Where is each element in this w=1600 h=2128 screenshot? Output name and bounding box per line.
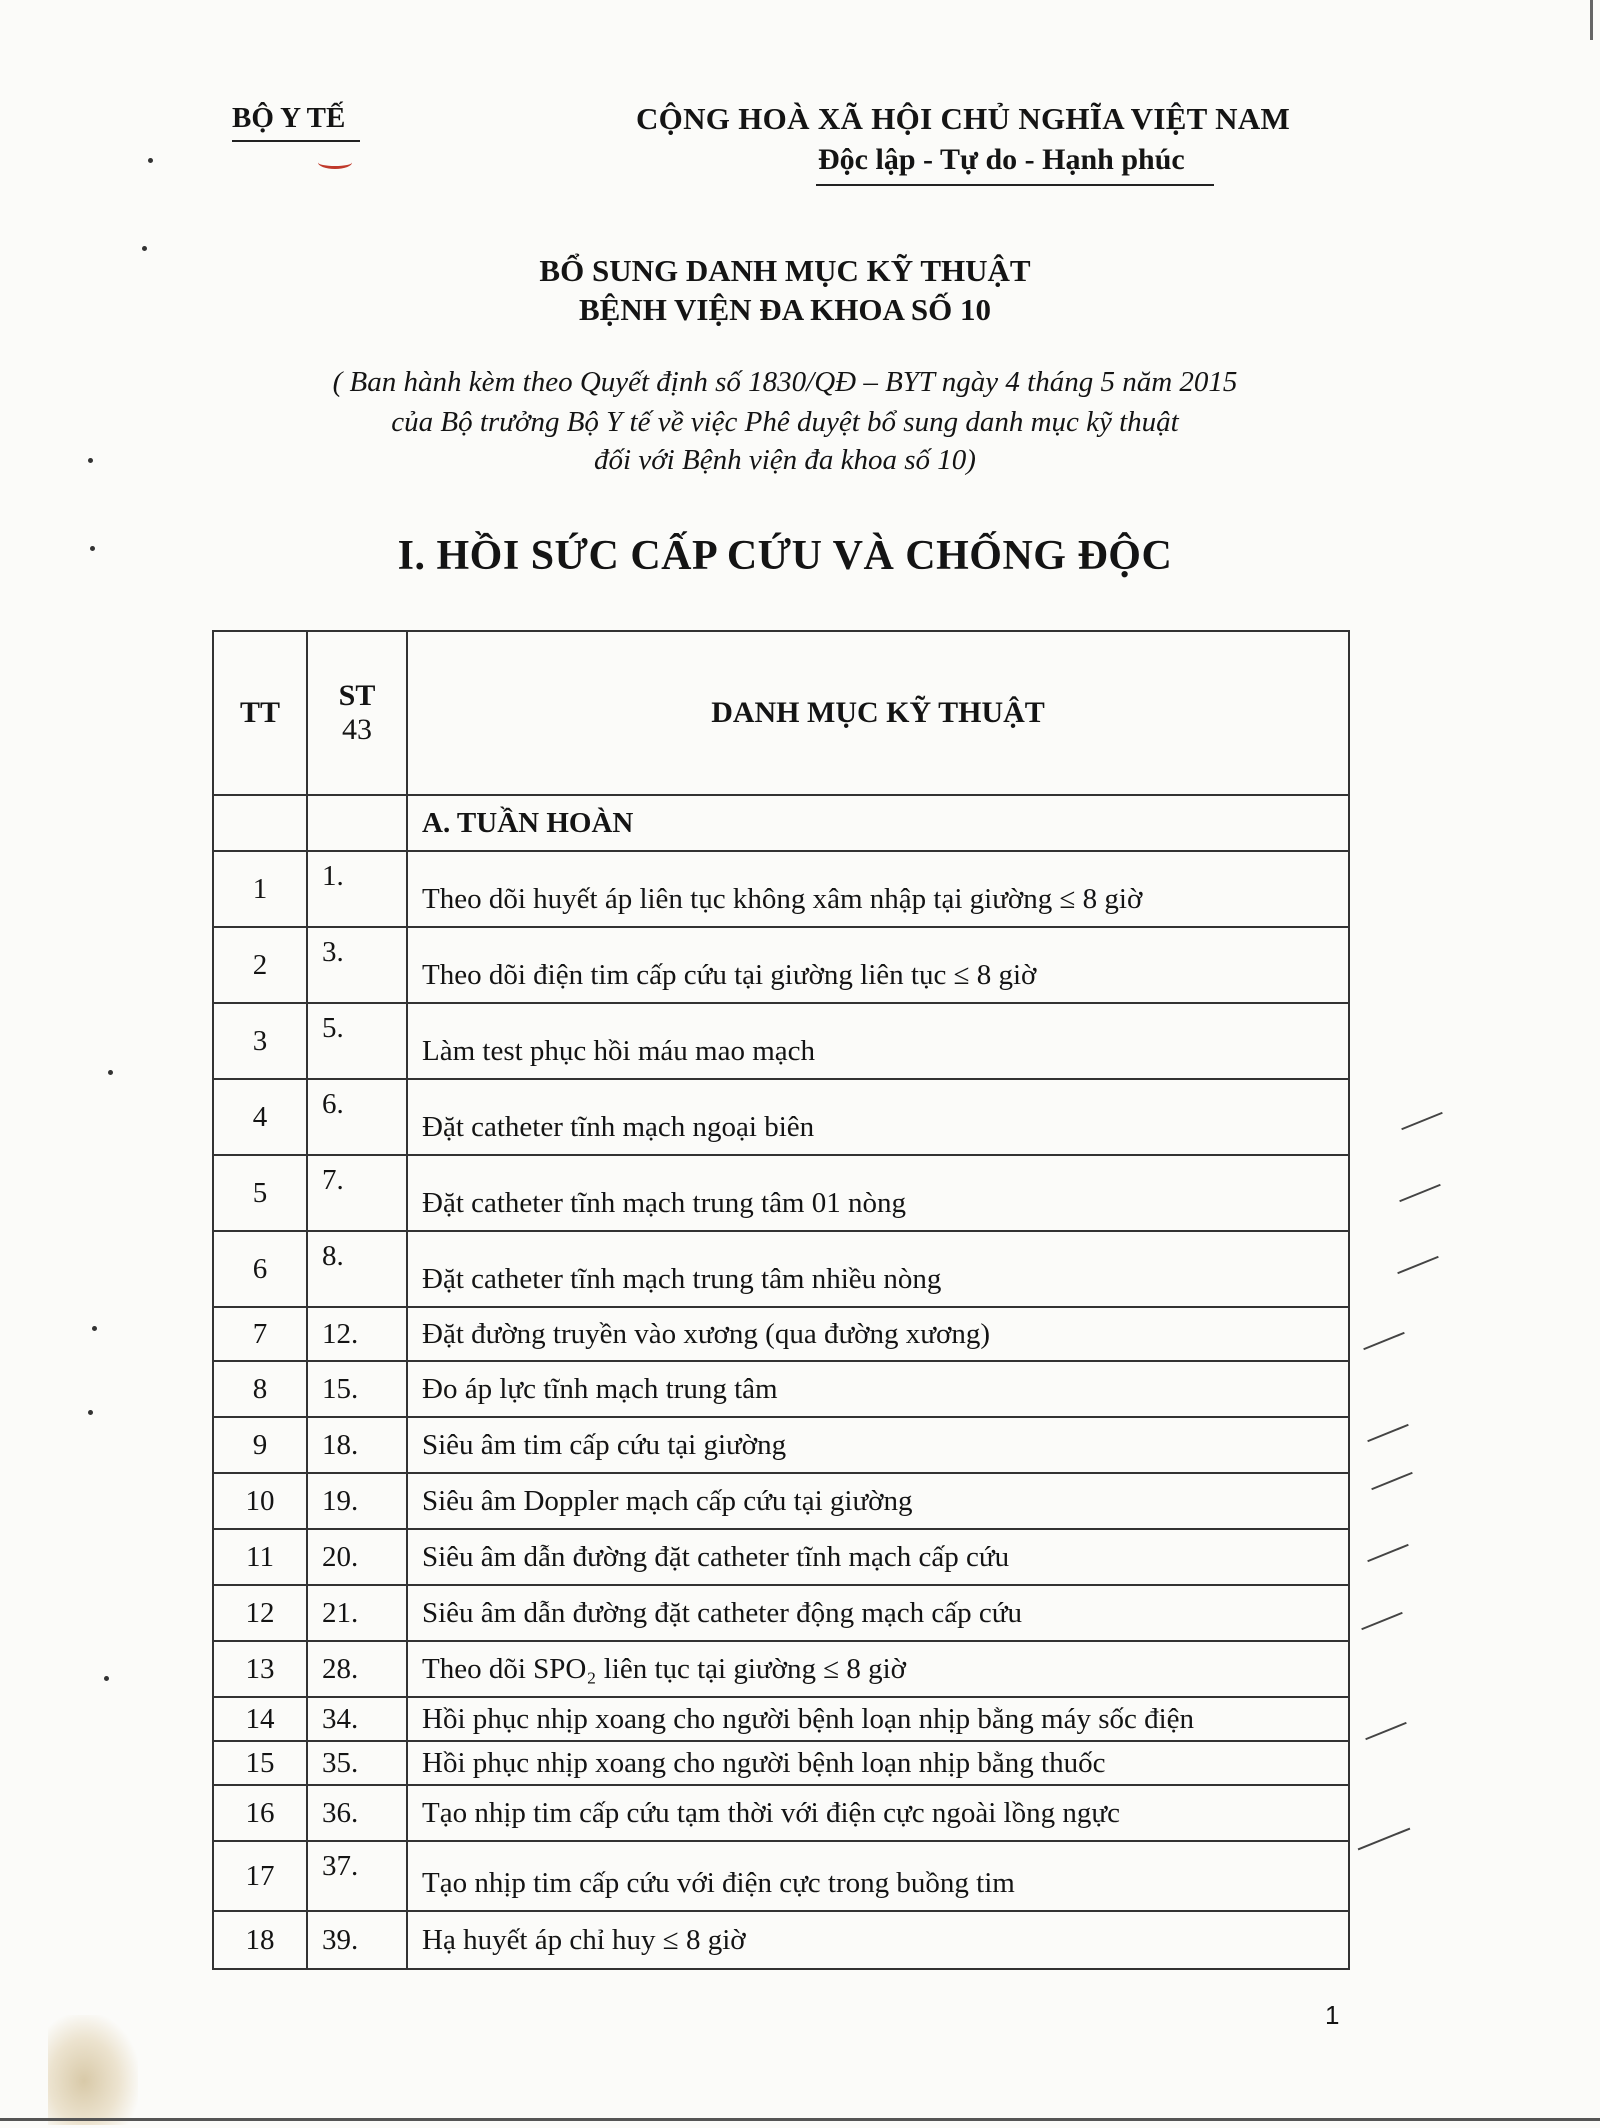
row-technique-name: Theo dõi huyết áp liên tục không xâm nhập tại giường ≤ 8 giờ (407, 851, 1349, 927)
header-st-line2: 43 (342, 713, 372, 746)
row-tt-cell: 17 (213, 1841, 307, 1911)
row-st-cell: 8. (307, 1231, 407, 1307)
row-st-cell: 7. (307, 1155, 407, 1231)
row-tt-cell: 4 (213, 1079, 307, 1155)
row-tt-cell: 12 (213, 1585, 307, 1641)
red-pen-mark (318, 156, 352, 169)
table-row (213, 1417, 1349, 1473)
table-row (213, 1361, 1349, 1417)
document-title-line1: BỔ SUNG DANH MỤC KỸ THUẬT (539, 253, 1031, 288)
row-st-cell: 20. (307, 1529, 407, 1585)
row-tt-cell: 3 (213, 1003, 307, 1079)
national-motto: Độc lập - Tự do - Hạnh phúc (818, 143, 1185, 176)
scan-speck (108, 1070, 113, 1075)
row-technique-name: Theo dõi điện tim cấp cứu tại giường liên tục ≤ 8 giờ (407, 927, 1349, 1003)
row-technique-name: Làm test phục hồi máu mao mạch (407, 1003, 1349, 1079)
margin-tick-mark (1365, 1722, 1407, 1740)
group-st-cell (307, 795, 407, 851)
row-st-cell: 19. (307, 1473, 407, 1529)
scan-speck (142, 246, 147, 251)
group-label: A. TUẦN HOÀN (407, 795, 1349, 851)
row-st-cell: 28. (307, 1641, 407, 1697)
row-st-cell: 6. (307, 1079, 407, 1155)
row-tt-cell: 6 (213, 1231, 307, 1307)
table-row (213, 1585, 1349, 1641)
row-technique-name: Đặt catheter tĩnh mạch trung tâm nhiều nòng (407, 1231, 1349, 1307)
header-st-line1: ST (338, 679, 376, 712)
row-technique-name: Hồi phục nhịp xoang cho người bệnh loạn nhịp bằng thuốc (407, 1741, 1349, 1785)
technique-table (212, 630, 1350, 1970)
row-tt-cell: 10 (213, 1473, 307, 1529)
table-header-row (213, 631, 1349, 795)
table-row (213, 1741, 1349, 1785)
row-tt-cell: 9 (213, 1417, 307, 1473)
row-technique-name: Siêu âm dẫn đường đặt catheter động mạch cấp cứu (407, 1585, 1349, 1641)
row-technique-name: Theo dõi SPO₂ liên tục tại giường ≤ 8 giờ (407, 1641, 1349, 1697)
row-technique-name: Tạo nhịp tim cấp cứu tạm thời với điện cực ngoài lồng ngực (407, 1785, 1349, 1841)
scan-stain (48, 2015, 138, 2125)
section-title: I. HỒI SỨC CẤP CỨU VÀ CHỐNG ĐỘC (397, 533, 1173, 579)
row-technique-name: Siêu âm tim cấp cứu tại giường (407, 1417, 1349, 1473)
row-st-cell: 34. (307, 1697, 407, 1741)
header-technique-name: DANH MỤC KỸ THUẬT (407, 631, 1349, 795)
subtitle-line3: đối với Bệnh viện đa khoa số 10) (594, 444, 976, 476)
table-row (213, 851, 1349, 927)
table-row (213, 927, 1349, 1003)
row-st-cell: 1. (307, 851, 407, 927)
row-tt-cell: 11 (213, 1529, 307, 1585)
table-row (213, 1697, 1349, 1741)
table-row (213, 1785, 1349, 1841)
row-technique-name: Hồi phục nhịp xoang cho người bệnh loạn nhịp bằng máy sốc điện (407, 1697, 1349, 1741)
margin-tick-mark (1363, 1332, 1405, 1350)
table-row (213, 1529, 1349, 1585)
header-tt: TT (213, 631, 307, 795)
row-tt-cell: 8 (213, 1361, 307, 1417)
row-technique-name: Tạo nhịp tim cấp cứu với điện cực trong buồng tim (407, 1841, 1349, 1911)
row-tt-cell: 15 (213, 1741, 307, 1785)
scan-speck (88, 1410, 93, 1415)
scan-speck (90, 546, 95, 551)
row-technique-name: Đặt catheter tĩnh mạch ngoại biên (407, 1079, 1349, 1155)
margin-tick-mark (1367, 1424, 1409, 1442)
row-st-cell: 5. (307, 1003, 407, 1079)
row-tt-cell: 2 (213, 927, 307, 1003)
margin-tick-mark (1399, 1184, 1441, 1202)
group-row (213, 795, 1349, 851)
row-technique-name: Siêu âm Doppler mạch cấp cứu tại giường (407, 1473, 1349, 1529)
scan-speck (88, 458, 93, 463)
row-technique-name: Đặt catheter tĩnh mạch trung tâm 01 nòng (407, 1155, 1349, 1231)
table-row (213, 1911, 1349, 1969)
row-st-cell: 37. (307, 1841, 407, 1911)
table-row (213, 1231, 1349, 1307)
header-st (307, 631, 407, 795)
scan-right-edge (1590, 0, 1593, 40)
row-st-cell: 39. (307, 1911, 407, 1969)
row-st-cell: 12. (307, 1307, 407, 1361)
scan-speck (92, 1326, 97, 1331)
table-row (213, 1307, 1349, 1361)
scan-speck (148, 158, 153, 163)
subtitle-line2: của Bộ trưởng Bộ Y tế về việc Phê duyệt bổ sung danh mục kỹ thuật (391, 406, 1179, 438)
table-row (213, 1003, 1349, 1079)
row-tt-cell: 7 (213, 1307, 307, 1361)
table-row (213, 1079, 1349, 1155)
group-tt-cell (213, 795, 307, 851)
page-number: 1 (1325, 2000, 1340, 2030)
row-tt-cell: 1 (213, 851, 307, 927)
row-tt-cell: 18 (213, 1911, 307, 1969)
row-technique-name: Hạ huyết áp chỉ huy ≤ 8 giờ (407, 1911, 1349, 1969)
table-row (213, 1473, 1349, 1529)
row-tt-cell: 5 (213, 1155, 307, 1231)
margin-tick-mark (1397, 1256, 1439, 1274)
row-technique-name: Siêu âm dẫn đường đặt catheter tĩnh mạch cấp cứu (407, 1529, 1349, 1585)
subtitle-line1: ( Ban hành kèm theo Quyết định số 1830/QĐ – BYT ngày 4 tháng 5 năm 2015 (332, 366, 1238, 398)
row-st-cell: 18. (307, 1417, 407, 1473)
motto-underline (816, 184, 1214, 186)
document-title-line2: BỆNH VIỆN ĐA KHOA SỐ 10 (579, 292, 991, 327)
table-row (213, 1641, 1349, 1697)
row-technique-name: Đặt đường truyền vào xương (qua đường xương) (407, 1307, 1349, 1361)
row-st-cell: 35. (307, 1741, 407, 1785)
row-st-cell: 21. (307, 1585, 407, 1641)
margin-tick-mark (1367, 1544, 1409, 1562)
scan-speck (104, 1676, 109, 1681)
table-row (213, 1155, 1349, 1231)
row-tt-cell: 13 (213, 1641, 307, 1697)
margin-tick-mark (1401, 1112, 1443, 1130)
row-st-cell: 36. (307, 1785, 407, 1841)
scan-bottom-edge (0, 2118, 1600, 2121)
row-st-cell: 3. (307, 927, 407, 1003)
ministry-underline (232, 140, 360, 142)
row-technique-name: Đo áp lực tĩnh mạch trung tâm (407, 1361, 1349, 1417)
row-tt-cell: 14 (213, 1697, 307, 1741)
row-tt-cell: 16 (213, 1785, 307, 1841)
country-name: CỘNG HOÀ XÃ HỘI CHỦ NGHĨA VIỆT NAM (636, 101, 1291, 136)
ministry-name: BỘ Y TẾ (232, 102, 346, 134)
margin-tick-mark (1361, 1612, 1403, 1630)
margin-tick-mark (1371, 1472, 1413, 1490)
row-st-cell: 15. (307, 1361, 407, 1417)
margin-tick-mark (1358, 1828, 1411, 1851)
table-row (213, 1841, 1349, 1911)
